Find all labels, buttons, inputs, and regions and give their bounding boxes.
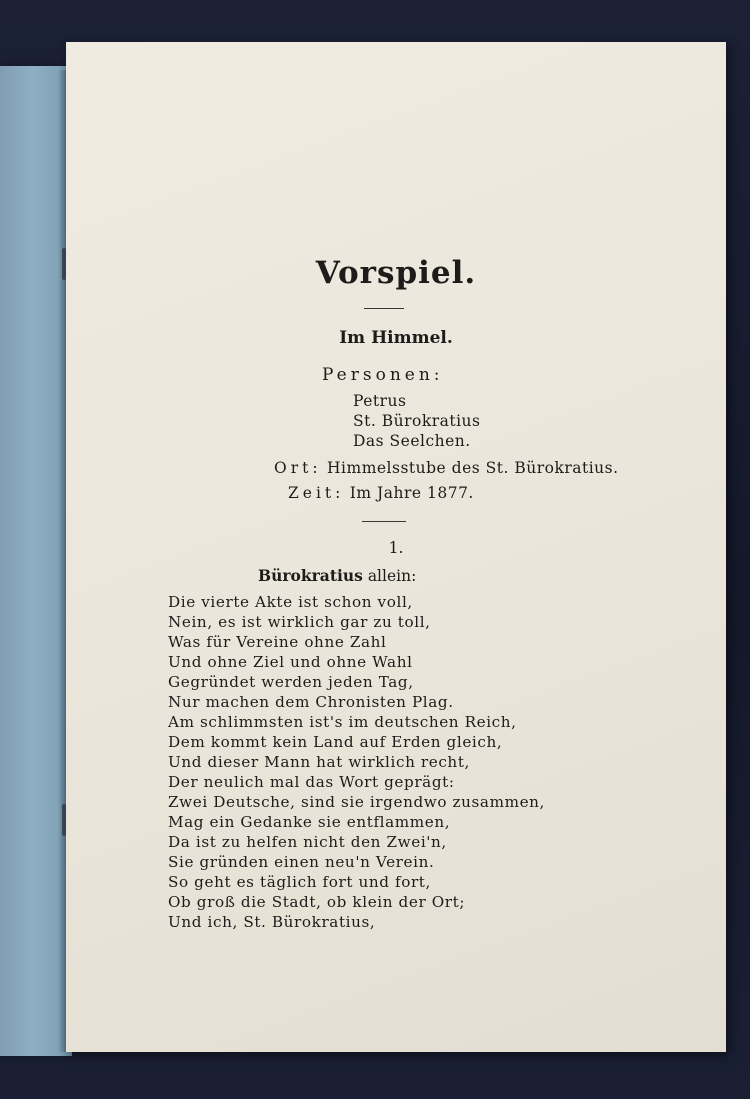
verse-line: Und dieser Mann hat wirklich recht,	[168, 753, 470, 771]
cast-member: St. Bürokratius	[353, 412, 481, 430]
verse-line: So geht es täglich fort und fort,	[168, 873, 431, 891]
verse-line: Sie gründen einen neu'n Verein.	[168, 853, 435, 871]
speaker-line	[258, 566, 416, 585]
book-page	[66, 42, 726, 1052]
cast-heading: Personen:	[322, 365, 444, 385]
verse-line: Die vierte Akte ist schon voll,	[168, 593, 413, 611]
verse-line: Mag ein Gedanke sie entflammen,	[168, 813, 451, 831]
cast-member: Das Seelchen.	[353, 432, 471, 450]
verse-line: Gegründet werden jeden Tag,	[168, 673, 414, 691]
verse-line: Und ich, St. Bürokratius,	[168, 913, 376, 931]
verse-line: Und ohne Ziel und ohne Wahl	[168, 653, 413, 671]
section-divider	[362, 521, 406, 522]
speaker-name: Bürokratius	[258, 566, 363, 585]
place-label: Ort:	[274, 459, 322, 477]
stage-direction: allein:	[367, 567, 417, 585]
verse-line: Nein, es ist wirklich gar zu toll,	[168, 613, 431, 631]
verse-line: Nur machen dem Chronisten Plag.	[168, 693, 454, 711]
time-value: Im Jahre 1877.	[349, 484, 474, 502]
place-value: Himmelsstube des St. Bürokratius.	[327, 459, 619, 477]
verse-line: Da ist zu helfen nicht den Zwei'n,	[168, 833, 447, 851]
place-line	[274, 459, 619, 477]
cast-member: Petrus	[353, 392, 407, 410]
verse-line: Dem kommt kein Land auf Erden gleich,	[168, 733, 503, 751]
time-line	[288, 484, 474, 502]
verse-line: Am schlimmsten ist's im deutschen Reich,	[168, 713, 517, 731]
page-title: Vorspiel.	[315, 255, 477, 291]
scene-number: 1.	[388, 539, 404, 557]
verse-line: Was für Vereine ohne Zahl	[168, 633, 387, 651]
time-label: Zeit:	[288, 484, 345, 502]
verse-line: Ob groß die Stadt, ob klein der Ort;	[168, 893, 466, 911]
title-divider	[364, 308, 404, 309]
scene-setting-heading: Im Himmel.	[339, 328, 453, 348]
verse-line: Zwei Deutsche, sind sie irgendwo zusammen,	[168, 793, 545, 811]
verse-line: Der neulich mal das Wort geprägt:	[168, 773, 455, 791]
